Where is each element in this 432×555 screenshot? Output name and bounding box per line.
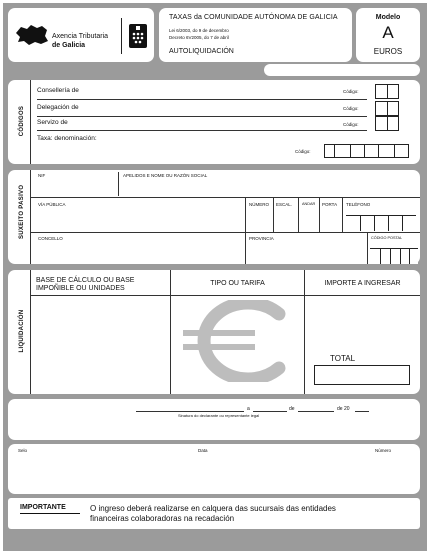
council-divider: [245, 232, 246, 264]
codes-section-label: CÓDIGOS: [19, 105, 25, 137]
settlement-section: [8, 270, 420, 394]
fee-code-sep-1: [334, 144, 335, 158]
postal-sep-3: [400, 248, 401, 264]
law-reference-2: Decreto 6V2005, do 7 de abril: [169, 35, 229, 40]
tax-base-label-2: IMPOÑIBLE OU UNIDADES: [36, 285, 125, 292]
row1-line: [30, 197, 420, 198]
postal-code-input[interactable]: [370, 248, 418, 264]
fee-code-sep-5: [394, 144, 395, 158]
base-rate-divider: [170, 270, 171, 394]
total-label: TOTAL: [330, 354, 356, 363]
model-value: A: [382, 23, 394, 42]
phone-sep-4: [402, 215, 403, 231]
notice-label-underline: [20, 513, 80, 514]
xunta-emblem-icon: [128, 23, 148, 49]
settlement-section-label: LIQUIDACIÓN: [19, 309, 25, 353]
delegation-code-sep: [387, 101, 388, 116]
service-line: [37, 130, 367, 131]
bank-validation-section: [8, 444, 420, 494]
stair-divider: [298, 198, 299, 232]
signature-of: de: [289, 406, 295, 412]
notice-text-2: financeiras colaboradoras na recadación: [90, 514, 235, 523]
postal-sep-1: [380, 248, 381, 264]
door-label: PORTA: [322, 202, 338, 207]
payer-section-label: SUXEITO PASIVO: [19, 184, 25, 239]
settlement-header-line: [30, 295, 420, 296]
row2-line: [30, 232, 420, 233]
name-label: APELIDOS E NOME OU RAZÓN SOCIAL: [123, 173, 208, 178]
ministry-code-sep: [387, 84, 388, 99]
model-box: [356, 8, 420, 62]
service-code-label: Código:: [343, 122, 359, 127]
number-divider: [273, 198, 274, 232]
agency-name-line2: de Galicia: [52, 42, 86, 49]
notice-section: [8, 498, 420, 529]
signature-section: [8, 399, 420, 440]
phone-sep-2: [374, 215, 375, 231]
floor-label: ANDAR: [302, 202, 316, 206]
nif-divider: [118, 172, 119, 196]
rate-amount-divider: [304, 270, 305, 394]
ministry-line: [37, 99, 367, 100]
phone-label: TELÉFONO: [346, 202, 371, 207]
fee-code-input[interactable]: [324, 144, 409, 158]
rate-label: TIPO OU TARIFA: [210, 280, 265, 287]
phone-sep-1: [360, 215, 361, 231]
bank-stamp-label: Selo: [18, 448, 28, 453]
ministry-label: Consellería de: [37, 87, 79, 94]
signature-year-line: [355, 411, 369, 412]
codes-section-divider: [30, 80, 31, 164]
law-reference-1: Lei 6/2003, do 9 de decembro: [169, 28, 229, 33]
fee-code-label: Código:: [295, 149, 311, 154]
delegation-line: [37, 116, 367, 117]
number-label: NÚMERO: [249, 202, 269, 207]
payer-section-divider: [30, 170, 31, 264]
fee-code-sep-2: [350, 144, 351, 158]
form-title: TAXAS da COMUNIDADE AUTÓNOMA DE GALICIA: [169, 14, 338, 21]
signature-caption: Sinatura do declarante ou representante legal: [178, 413, 260, 418]
tax-base-label-1: BASE DE CÁLCULO OU BASE: [36, 277, 135, 284]
form-subtitle: AUTOLIQUIDACIÓN: [169, 48, 234, 55]
service-code-sep: [387, 116, 388, 131]
province-label: PROVINCIA: [249, 236, 274, 241]
street-divider: [245, 198, 246, 232]
province-divider: [367, 232, 368, 264]
fee-code-sep-3: [364, 144, 365, 158]
fee-code-sep-4: [378, 144, 379, 158]
signature-at: a: [247, 406, 250, 412]
agency-logo-box: [8, 8, 154, 62]
bank-date-label: Data: [198, 448, 208, 453]
signature-place-line: [136, 411, 244, 412]
currency-label: EUROS: [373, 47, 403, 56]
signature-day-line: [253, 411, 287, 412]
nif-label: NIF: [38, 173, 46, 178]
signature-year: de 20: [337, 406, 350, 412]
fee-name-label: Taxa: denominación:: [37, 135, 97, 142]
signature-month-line: [298, 411, 334, 412]
service-label: Servizo de: [37, 119, 68, 126]
galicia-map-icon: [15, 24, 49, 46]
amount-label: IMPORTE A INGRESAR: [324, 280, 401, 287]
delegation-label: Delegación de: [37, 104, 79, 111]
bank-number-label: Número: [375, 448, 392, 453]
ministry-code-label: Código:: [343, 89, 359, 94]
street-label: VÍA PÚBLICA: [38, 202, 66, 207]
reference-number-field[interactable]: [264, 64, 420, 76]
phone-input[interactable]: [346, 215, 416, 231]
codes-section: [8, 80, 420, 164]
delegation-code-label: Código:: [343, 106, 359, 111]
door-divider: [342, 198, 343, 232]
floor-divider: [319, 198, 320, 232]
title-box: [159, 8, 352, 62]
notice-text-1: O ingreso deberá realizarse en calquera das sucursais das entidades: [90, 504, 336, 513]
phone-sep-3: [388, 215, 389, 231]
model-label: Modelo: [375, 14, 401, 21]
stair-label: ESCAL.: [276, 202, 293, 207]
postal-code-label: CÓDIGO POSTAL: [371, 236, 403, 240]
agency-name-line1: Axencia Tributaria: [52, 33, 109, 40]
euro-watermark-icon: [175, 300, 299, 382]
postal-sep-4: [409, 248, 410, 264]
logo-divider: [121, 18, 122, 54]
council-label: CONCELLO: [38, 236, 63, 241]
payer-section: [8, 170, 420, 264]
settlement-section-divider: [30, 270, 31, 394]
total-amount-input[interactable]: [314, 365, 410, 385]
postal-sep-2: [390, 248, 391, 264]
notice-label: IMPORTANTE: [20, 504, 66, 511]
